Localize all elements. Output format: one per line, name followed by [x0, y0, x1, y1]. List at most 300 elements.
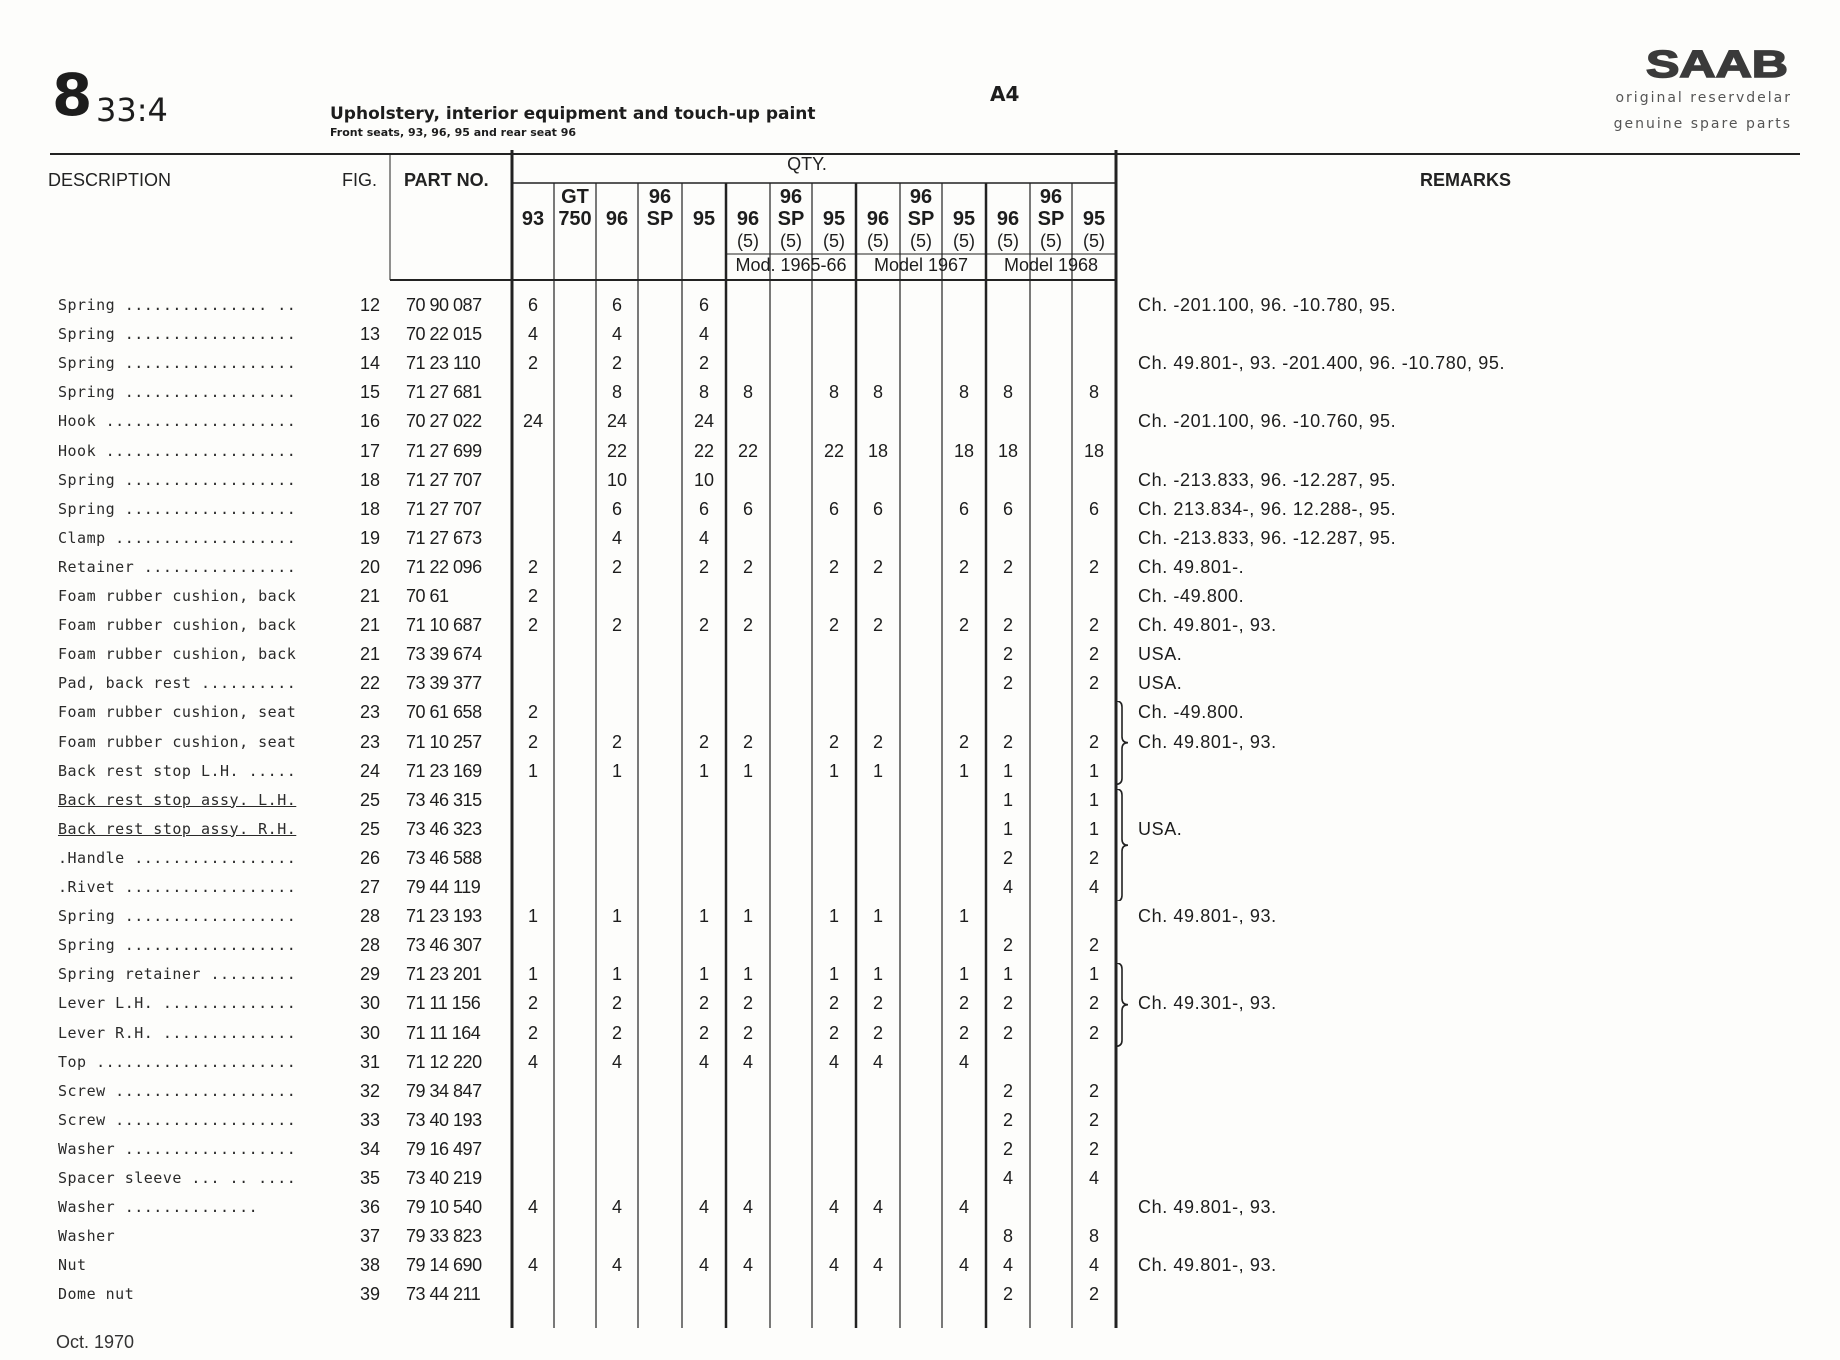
brand-wordmark: SAAB: [1646, 46, 1788, 82]
section-number: 33:4: [96, 91, 168, 129]
remarks-cell: Ch. -49.800.: [1138, 702, 1245, 723]
quantity-cell: 2: [1088, 615, 1099, 636]
table-row: [0, 816, 1840, 845]
figure-number: 24: [359, 760, 380, 781]
part-description-text: Back rest stop assy. R.H.: [58, 819, 297, 838]
table-row: [0, 961, 1840, 990]
part-description: [58, 558, 330, 576]
quantity-cell: 1: [1002, 760, 1013, 781]
figure-number: 23: [359, 731, 380, 752]
part-number: 71 23 193: [406, 906, 482, 927]
part-number: 79 33 823: [406, 1226, 482, 1247]
quantity-cell: 24: [693, 411, 715, 432]
part-description: [58, 587, 330, 605]
part-description: [58, 1285, 330, 1303]
part-description-text: .Handle .................: [58, 848, 297, 867]
part-description: [58, 442, 330, 460]
part-description-text: Spring ..................: [58, 383, 297, 402]
remarks-cell: Ch. -201.100, 96. -10.760, 95.: [1138, 411, 1397, 432]
quantity-cell: 4: [1002, 877, 1013, 897]
quantity-cell: 2: [1002, 556, 1013, 577]
quantity-cell: 2: [742, 1022, 753, 1043]
model-header-mid: 96: [779, 186, 803, 208]
quantity-cell: 10: [693, 469, 715, 490]
quantity-cell: 4: [611, 324, 622, 345]
table-row: [0, 612, 1840, 641]
model-header-bot: SP: [1037, 208, 1065, 230]
figure-number: 20: [359, 556, 380, 577]
quantity-cell: 1: [1002, 789, 1013, 810]
part-description-text: Hook ....................: [58, 441, 297, 460]
part-description: [58, 1227, 330, 1245]
remarks-cell: Ch. 49.801-, 93.: [1138, 1255, 1277, 1276]
quantity-cell: 1: [698, 964, 709, 985]
figure-number: 21: [359, 615, 380, 636]
quantity-cell: 2: [828, 1022, 839, 1043]
quantity-cell: 1: [828, 964, 839, 985]
quantity-cell: 8: [872, 382, 883, 403]
table-row: [0, 1107, 1840, 1136]
quantity-cell: 2: [1002, 731, 1013, 752]
quantity-cell: 2: [698, 993, 709, 1014]
part-number: 71 12 220: [406, 1051, 482, 1072]
quantity-cell: 2: [527, 353, 538, 374]
part-description: [58, 1082, 330, 1100]
quantity-cell: 8: [1088, 1226, 1099, 1247]
part-description: [58, 471, 330, 489]
table-row: [0, 496, 1840, 525]
table-row: [0, 758, 1840, 787]
table-row: [0, 350, 1840, 379]
quantity-cell: 2: [1088, 1109, 1099, 1130]
part-description-text: Pad, back rest ..........: [58, 674, 297, 693]
part-description-text: Foam rubber cushion, seat: [58, 732, 297, 751]
part-description: [58, 354, 330, 372]
table-row: [0, 1194, 1840, 1223]
part-number: 70 27 022: [406, 411, 482, 432]
quantity-cell: 4: [698, 324, 709, 345]
quantity-cell: 1: [742, 760, 753, 781]
part-number: 71 11 164: [406, 1022, 481, 1043]
table-row: [0, 408, 1840, 437]
quantity-cell: 2: [872, 1022, 883, 1043]
part-description: [58, 733, 330, 751]
quantity-cell: 4: [958, 1197, 969, 1218]
part-description: [58, 791, 330, 809]
part-description-text: Spring ..................: [58, 325, 297, 344]
part-description-text: Lever L.H. ..............: [58, 994, 297, 1013]
part-number: 79 34 847: [406, 1080, 482, 1101]
part-description-text: Retainer ................: [58, 557, 297, 576]
table-row: [0, 903, 1840, 932]
quantity-cell: 2: [1002, 1080, 1013, 1101]
table-row: [0, 321, 1840, 350]
quantity-cell: 18: [953, 440, 975, 461]
model-header-bot: 95: [1082, 208, 1106, 230]
quantity-cell: 2: [828, 731, 839, 752]
quantity-cell: 2: [1002, 1284, 1013, 1305]
quantity-cell: 4: [828, 1197, 839, 1218]
remarks-cell: Ch. 49.801-, 93.: [1138, 731, 1277, 752]
figure-number: 14: [359, 353, 380, 374]
quantity-cell: 2: [1088, 1022, 1099, 1043]
quantity-cell: 24: [522, 411, 544, 432]
quantity-cell: 8: [1088, 382, 1099, 403]
part-description: [58, 703, 330, 721]
quantity-cell: 4: [958, 1255, 969, 1276]
quantity-cell: 2: [527, 731, 538, 752]
part-description-text: Spring ..................: [58, 470, 297, 489]
part-number: 71 23 169: [406, 760, 482, 781]
table-row: [0, 787, 1840, 816]
part-description-text: Dome nut: [58, 1285, 135, 1304]
table-row: [0, 699, 1840, 728]
table-row: [0, 1049, 1840, 1078]
quantity-cell: 2: [527, 615, 538, 636]
quantity-cell: 2: [742, 556, 753, 577]
quantity-cell: 1: [611, 964, 622, 985]
part-description-text: Spring ..................: [58, 499, 297, 518]
curly-brace-icon: [1112, 789, 1130, 901]
quantity-cell: 4: [828, 1255, 839, 1276]
part-description: [58, 820, 330, 838]
part-description-text: Spring retainer .........: [58, 965, 297, 984]
part-number: 73 39 674: [406, 644, 482, 665]
quantity-cell: 22: [737, 440, 759, 461]
quantity-cell: 1: [1088, 760, 1099, 781]
table-row: [0, 583, 1840, 612]
quantity-cell: 4: [1002, 1255, 1013, 1276]
part-description: [58, 500, 330, 518]
part-number: 73 46 588: [406, 847, 482, 868]
table-row: [0, 641, 1840, 670]
quantity-cell: 2: [1002, 935, 1013, 956]
remarks-cell: Ch. 49.301-, 93.: [1138, 993, 1277, 1014]
part-description: [58, 645, 330, 663]
quantity-cell: 2: [828, 556, 839, 577]
curly-brace-icon: [1112, 963, 1130, 1046]
part-number: 71 27 681: [406, 382, 482, 403]
part-number: 71 27 699: [406, 440, 482, 461]
figure-number: 23: [359, 702, 380, 723]
part-description: [58, 1111, 330, 1129]
quantity-cell: 6: [611, 295, 622, 315]
quantity-cell: 2: [1088, 1284, 1099, 1305]
table-row: [0, 1223, 1840, 1252]
remarks-cell: Ch. 213.834-, 96. 12.288-, 95.: [1138, 498, 1397, 519]
remarks-cell: Ch. 49.801-.: [1138, 556, 1245, 577]
model-header-sub: (5): [867, 231, 889, 251]
part-description: [58, 849, 330, 867]
figure-number: 15: [359, 382, 380, 403]
quantity-cell: 4: [872, 1051, 883, 1072]
table-row: [0, 729, 1840, 758]
quantity-cell: 8: [611, 382, 622, 403]
quantity-cell: 4: [527, 324, 538, 345]
quantity-cell: 2: [1088, 644, 1099, 665]
quantity-cell: 2: [1002, 847, 1013, 868]
quantity-cell: 2: [527, 993, 538, 1014]
model-header-sub: (5): [910, 231, 932, 251]
figure-number: 17: [359, 440, 380, 461]
model-header-bot: 95: [822, 208, 846, 230]
quantity-cell: 2: [872, 993, 883, 1014]
quantity-cell: 4: [1088, 877, 1099, 897]
quantity-cell: 4: [828, 1051, 839, 1072]
quantity-cell: 2: [1002, 1138, 1013, 1159]
quantity-cell: 2: [698, 731, 709, 752]
quantity-cell: 2: [1002, 1022, 1013, 1043]
part-description: [58, 529, 330, 547]
quantity-cell: 2: [742, 615, 753, 636]
figure-number: 30: [359, 993, 380, 1014]
part-description-text: Top .....................: [58, 1052, 297, 1071]
table-row: [0, 379, 1840, 408]
quantity-cell: 1: [527, 760, 538, 781]
quantity-cell: 2: [611, 353, 622, 374]
quantity-cell: 6: [958, 498, 969, 519]
quantity-cell: 2: [828, 993, 839, 1014]
part-description: [58, 1053, 330, 1071]
figure-number: 12: [359, 295, 380, 315]
model-year-group: Model 1968: [1003, 255, 1099, 275]
table-row: [0, 438, 1840, 467]
part-description-text: Foam rubber cushion, back: [58, 587, 297, 605]
table-row: [0, 990, 1840, 1019]
model-header-mid: 96: [648, 186, 672, 208]
figure-number: 34: [359, 1138, 380, 1159]
quantity-cell: 6: [611, 498, 622, 519]
part-number: 70 61: [406, 586, 449, 606]
quantity-cell: 1: [828, 760, 839, 781]
quantity-cell: 4: [611, 1255, 622, 1276]
page-title: Upholstery, interior equipment and touch-up paint: [330, 104, 816, 124]
part-number: 79 10 540: [406, 1197, 482, 1218]
part-number: 71 22 096: [406, 556, 482, 577]
part-number: 73 39 377: [406, 673, 482, 694]
part-description-text: Spring ..................: [58, 907, 297, 926]
quantity-cell: 2: [872, 556, 883, 577]
table-row: [0, 292, 1840, 321]
quantity-cell: 2: [698, 615, 709, 636]
quantity-cell: 2: [1088, 1080, 1099, 1101]
part-description-text: Back rest stop L.H. .....: [58, 761, 297, 780]
figure-number: 30: [359, 1022, 380, 1043]
part-number: 73 44 211: [406, 1284, 481, 1305]
quantity-cell: 2: [1088, 993, 1099, 1014]
table-row: [0, 932, 1840, 961]
part-description: [58, 1140, 330, 1158]
quantity-cell: 1: [527, 906, 538, 927]
quantity-cell: 1: [872, 906, 883, 927]
part-number: 73 40 193: [406, 1109, 482, 1130]
part-number: 70 90 087: [406, 295, 482, 315]
part-description: [58, 674, 330, 692]
part-number: 71 10 257: [406, 731, 482, 752]
part-number: 73 46 323: [406, 818, 482, 839]
quantity-cell: 2: [611, 1022, 622, 1043]
part-number: 71 27 707: [406, 498, 482, 519]
figure-number: 31: [359, 1051, 380, 1072]
figure-number: 27: [359, 877, 380, 897]
table-row: [0, 554, 1840, 583]
figure-number: 21: [359, 586, 380, 606]
remarks-cell: Ch. 49.801-, 93.: [1138, 1197, 1277, 1218]
quantity-cell: 4: [698, 527, 709, 548]
part-number: 71 27 673: [406, 527, 482, 548]
quantity-cell: 4: [611, 527, 622, 548]
quantity-cell: 2: [742, 731, 753, 752]
quantity-cell: 22: [823, 440, 845, 461]
quantity-cell: 2: [828, 615, 839, 636]
quantity-cell: 4: [698, 1051, 709, 1072]
curly-brace-icon: [1112, 701, 1130, 784]
quantity-cell: 6: [1088, 498, 1099, 519]
quantity-cell: 18: [1083, 440, 1105, 461]
page-subtitle: Front seats, 93, 96, 95 and rear seat 96: [330, 126, 577, 139]
model-header-bot: 95: [952, 208, 976, 230]
table-row: [0, 1252, 1840, 1281]
table-row: [0, 845, 1840, 874]
remarks-cell: Ch. 49.801-, 93.: [1138, 906, 1277, 927]
quantity-cell: 1: [742, 906, 753, 927]
part-description-text: Washer ..................: [58, 1139, 297, 1158]
figure-number: 25: [359, 818, 380, 839]
model-header-sub: (5): [997, 231, 1019, 251]
quantity-cell: 2: [527, 556, 538, 577]
quantity-cell: 2: [527, 586, 538, 606]
model-header-bot: SP: [646, 208, 674, 230]
footer-date: Oct. 1970: [56, 1332, 135, 1352]
quantity-cell: 8: [828, 382, 839, 403]
part-description-text: Nut: [58, 1256, 87, 1275]
quantity-cell: 6: [698, 498, 709, 519]
quantity-cell: 1: [1088, 818, 1099, 839]
quantity-cell: 1: [1002, 818, 1013, 839]
part-description-text: Spring ..................: [58, 354, 297, 373]
quantity-cell: 22: [606, 440, 628, 461]
part-number: 73 40 219: [406, 1168, 482, 1188]
quantity-cell: 2: [872, 615, 883, 636]
quantity-cell: 2: [1088, 731, 1099, 752]
model-year-group: Mod. 1965-66: [735, 255, 847, 275]
figure-number: 19: [359, 527, 380, 548]
part-description: [58, 1024, 330, 1042]
part-description-text: Foam rubber cushion, back: [58, 616, 297, 635]
part-number: 70 22 015: [406, 324, 482, 345]
page-number: 8: [52, 61, 92, 129]
figure-number: 18: [359, 469, 380, 490]
remarks-cell: Ch. -201.100, 96. -10.780, 95.: [1138, 295, 1397, 315]
figure-number: 28: [359, 906, 380, 927]
model-header-bot: 93: [521, 208, 545, 230]
quantity-cell: 8: [958, 382, 969, 403]
quantity-cell: 18: [997, 440, 1019, 461]
column-header-part-no: PART NO.: [404, 170, 489, 190]
part-description: [58, 296, 330, 314]
quantity-cell: 2: [527, 1022, 538, 1043]
part-description-text: Foam rubber cushion, back: [58, 645, 297, 664]
model-header-bot: 96: [866, 208, 890, 230]
quantity-cell: 4: [872, 1197, 883, 1218]
quantity-cell: 4: [698, 1255, 709, 1276]
part-description: [58, 383, 330, 401]
part-description-text: .Rivet ..................: [58, 878, 297, 896]
figure-number: 36: [359, 1197, 380, 1218]
quantity-cell: 8: [698, 382, 709, 403]
figure-number: 32: [359, 1080, 380, 1101]
model-header-sub: (5): [823, 231, 845, 251]
part-description-text: Washer: [58, 1227, 116, 1246]
table-row: [0, 467, 1840, 496]
part-description: [58, 1198, 330, 1216]
figure-number: 13: [359, 324, 380, 345]
part-description: [58, 412, 330, 430]
part-description: [58, 907, 330, 925]
part-number: 71 23 110: [406, 353, 481, 374]
model-header-sub: (5): [1083, 231, 1105, 251]
part-description-text: Washer ..............: [58, 1198, 259, 1217]
quantity-cell: 2: [611, 731, 622, 752]
quantity-cell: 4: [527, 1255, 538, 1276]
quantity-cell: 6: [1002, 498, 1013, 519]
figure-number: 18: [359, 498, 380, 519]
quantity-cell: 2: [958, 731, 969, 752]
figure-number: 39: [359, 1284, 380, 1305]
figure-number: 35: [359, 1168, 380, 1188]
model-header-bot: 96: [605, 208, 629, 230]
remarks-cell: Ch. -213.833, 96. -12.287, 95.: [1138, 469, 1397, 490]
part-description-text: Spring ............... ..: [58, 296, 297, 314]
remarks-cell: USA.: [1138, 818, 1183, 839]
quantity-cell: 2: [698, 353, 709, 374]
quantity-cell: 2: [698, 1022, 709, 1043]
part-description-text: Spring ..................: [58, 936, 297, 955]
quantity-cell: 2: [958, 993, 969, 1014]
brand-tagline-1: original reservdelar: [1615, 90, 1792, 106]
quantity-cell: 2: [611, 615, 622, 636]
quantity-cell: 4: [698, 1197, 709, 1218]
table-row: [0, 1020, 1840, 1049]
quantity-cell: 2: [1088, 556, 1099, 577]
quantity-cell: 2: [1088, 673, 1099, 694]
table-row: [0, 525, 1840, 554]
quantity-cell: 8: [1002, 382, 1013, 403]
quantity-cell: 6: [742, 498, 753, 519]
model-header-bot: SP: [907, 208, 935, 230]
quantity-cell: 18: [867, 440, 889, 461]
quantity-cell: 4: [872, 1255, 883, 1276]
quantity-cell: 2: [1002, 993, 1013, 1014]
brand-tagline-2: genuine spare parts: [1613, 116, 1792, 132]
quantity-cell: 1: [698, 906, 709, 927]
model-header-sub: (5): [953, 231, 975, 251]
quantity-cell: 6: [872, 498, 883, 519]
quantity-cell: 2: [958, 1022, 969, 1043]
table-row: [0, 670, 1840, 699]
model-header-bot: SP: [777, 208, 805, 230]
quantity-cell: 4: [1088, 1168, 1099, 1188]
quantity-cell: 8: [1002, 1226, 1013, 1247]
quantity-cell: 4: [611, 1197, 622, 1218]
model-header-bot: 95: [692, 208, 716, 230]
model-header-mid: 96: [909, 186, 933, 208]
format-code: A4: [990, 82, 1020, 106]
quantity-cell: 24: [606, 411, 628, 432]
remarks-cell: Ch. 49.801-, 93.: [1138, 615, 1277, 636]
quantity-cell: 2: [742, 993, 753, 1014]
quantity-cell: 4: [742, 1197, 753, 1218]
